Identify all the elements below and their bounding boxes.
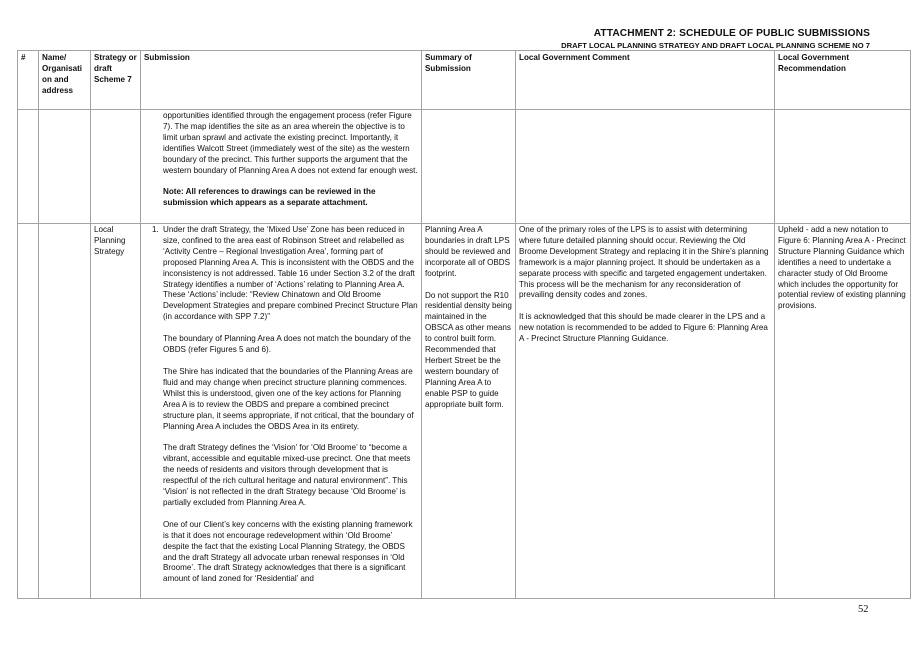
- cell-number: [18, 110, 39, 224]
- summary-paragraph: Planning Area A boundaries in draft LPS should be reviewed and incorporate all of OBDS footprint.: [425, 225, 511, 278]
- cell-number: [18, 224, 39, 599]
- cell-lg-recommendation: [775, 224, 911, 599]
- submission-paragraph: One of our Client’s key concerns with the existing planning framework is that it does not encourage redevelopment within ‘Old Broome’ despite the fact that the existing Local Planning Strategy, the OBDS and the draft Strategy all advocate urban renewal responses in ‘Old Broome’. The draft Strategy acknowledges that there is a significant amount of land zoned for ‘Residential’ and: [163, 519, 413, 584]
- cell-name: [39, 110, 91, 224]
- cell-lg-comment: [516, 110, 775, 224]
- comment-paragraph: One of the primary roles of the LPS is to assist with determining where future detailed planning should occur. Reviewing the Old Broome Development Strategy and replacing it in the Shire’s planning framework is a major planning project. It should be undertaken as a separate process with specific and targeted engagement undertaken. This process will be the mechanism for any reconsideration of prevailing density codes and zones.: [519, 225, 769, 300]
- summary-paragraph: Recommended that Herbert Street be the western boundary of Planning Area A to enable PSP to guide appropriate built form.: [425, 345, 504, 409]
- column-header-summary: Summary of Submission: [422, 51, 516, 110]
- table-row: [18, 224, 911, 599]
- summary-paragraph: Do not support the R10 residential density being maintained in the OBSCA as other means to control built form.: [425, 290, 512, 344]
- column-header-lg-recommendation: Local Government Recommendation: [775, 51, 911, 110]
- page-number: 52: [858, 604, 869, 615]
- submission-paragraph: The boundary of Planning Area A does not match the boundary of the OBDS (refer Figures 5 and 6).: [163, 334, 411, 355]
- submission-list: [144, 225, 418, 585]
- cell-submission: [141, 110, 422, 224]
- table-row: [18, 110, 911, 224]
- submission-continued-text: opportunities identified through the engagement process (refer Figure 7). The map identifies the site as an area wherein the objective is to limit urban sprawl and activate the existing precinct. Importantly, it identifies Walcott Street (immediately west of the site) as the western boundary of the precinct. This further supports the argument that the western boundary of Planning Area A does not extend far enough west.: [163, 111, 418, 175]
- submission-list-item: [161, 225, 418, 585]
- cell-summary: [422, 224, 516, 599]
- cell-lg-recommendation: [775, 110, 911, 224]
- cell-strategy: [91, 110, 141, 224]
- submission-paragraph: The Shire has indicated that the boundaries of the Planning Areas are fluid and may change when precinct structure planning commences. Whilst this is understood, given one of the key actions for Planning Area A is to review the OBDS and prepare a combined precinct structure plan, it seems appropriate, if not critical, that the boundary of Planning Area A includes the OBDS Area in its entirety.: [163, 366, 414, 431]
- cell-name: [39, 224, 91, 599]
- column-header-lg-comment: Local Government Comment: [516, 51, 775, 110]
- submissions-table: [17, 50, 911, 599]
- column-header-name: Name/ Organisati on and address: [39, 51, 91, 110]
- submission-note: Note: All references to drawings can be reviewed in the submission which appears as a separate attachment.: [163, 187, 376, 208]
- table-header-row: [18, 51, 911, 110]
- document-subtitle: DRAFT LOCAL PLANNING STRATEGY AND DRAFT LOCAL PLANNING SCHEME NO 7: [561, 41, 870, 50]
- column-header-strategy: Strategy or draft Scheme 7: [91, 51, 141, 110]
- cell-summary: [422, 110, 516, 224]
- submission-paragraph: The draft Strategy defines the ‘Vision’ for ‘Old Broome’ to “become a vibrant, accessible and equitable mixed-use precinct. One that meets the needs of residents and visitors through development that is respectful of the rich cultural heritage and natural environment”. This ‘Vision’ is not reflected in the draft Strategy because ‘Old Broome’ is partially excluded from Planning Area A.: [163, 443, 411, 507]
- document-title: ATTACHMENT 2: SCHEDULE OF PUBLIC SUBMISSIONS: [593, 28, 870, 39]
- submission-paragraph: 1. Under the draft Strategy, the ‘Mixed Use’ Zone has been reduced in size, confined to the area east of Robinson Street and relabelled as ‘Activity Centre – Regional Investigation Area’, forming part of proposed Planning Area A. This is inconsistent with the OBDS and the inconsistency is not addressed. Table 16 under Section 3.2 of the draft Strategy identifies a number of ‘Actions’ relating to Planning Area A. These ‘Actions’ include: “Review Chinatown and Old Broome Development Strategies and prepare combined Precinct Structure Plan (in accordance with SPP 7.2)”: [163, 225, 418, 322]
- column-header-number: #: [18, 51, 39, 110]
- cell-submission: [141, 224, 422, 599]
- comment-paragraph: It is acknowledged that this should be made clearer in the LPS and a new notation is recommended to be added to Figure 6: Planning Area A - Precinct Structure Planning Guidance.: [519, 312, 768, 344]
- cell-lg-comment: [516, 224, 775, 599]
- cell-strategy: Local Planning Strategy: [91, 224, 141, 599]
- column-header-submission: Submission: [141, 51, 422, 110]
- recommendation-paragraph: Upheld - add a new notation to Figure 6: Planning Area A - Precinct Structure Planning Guidance which identifies a need to undertake a character study of Old Broome which includes the opportunity for potential review of existing planning provisions.: [778, 225, 906, 311]
